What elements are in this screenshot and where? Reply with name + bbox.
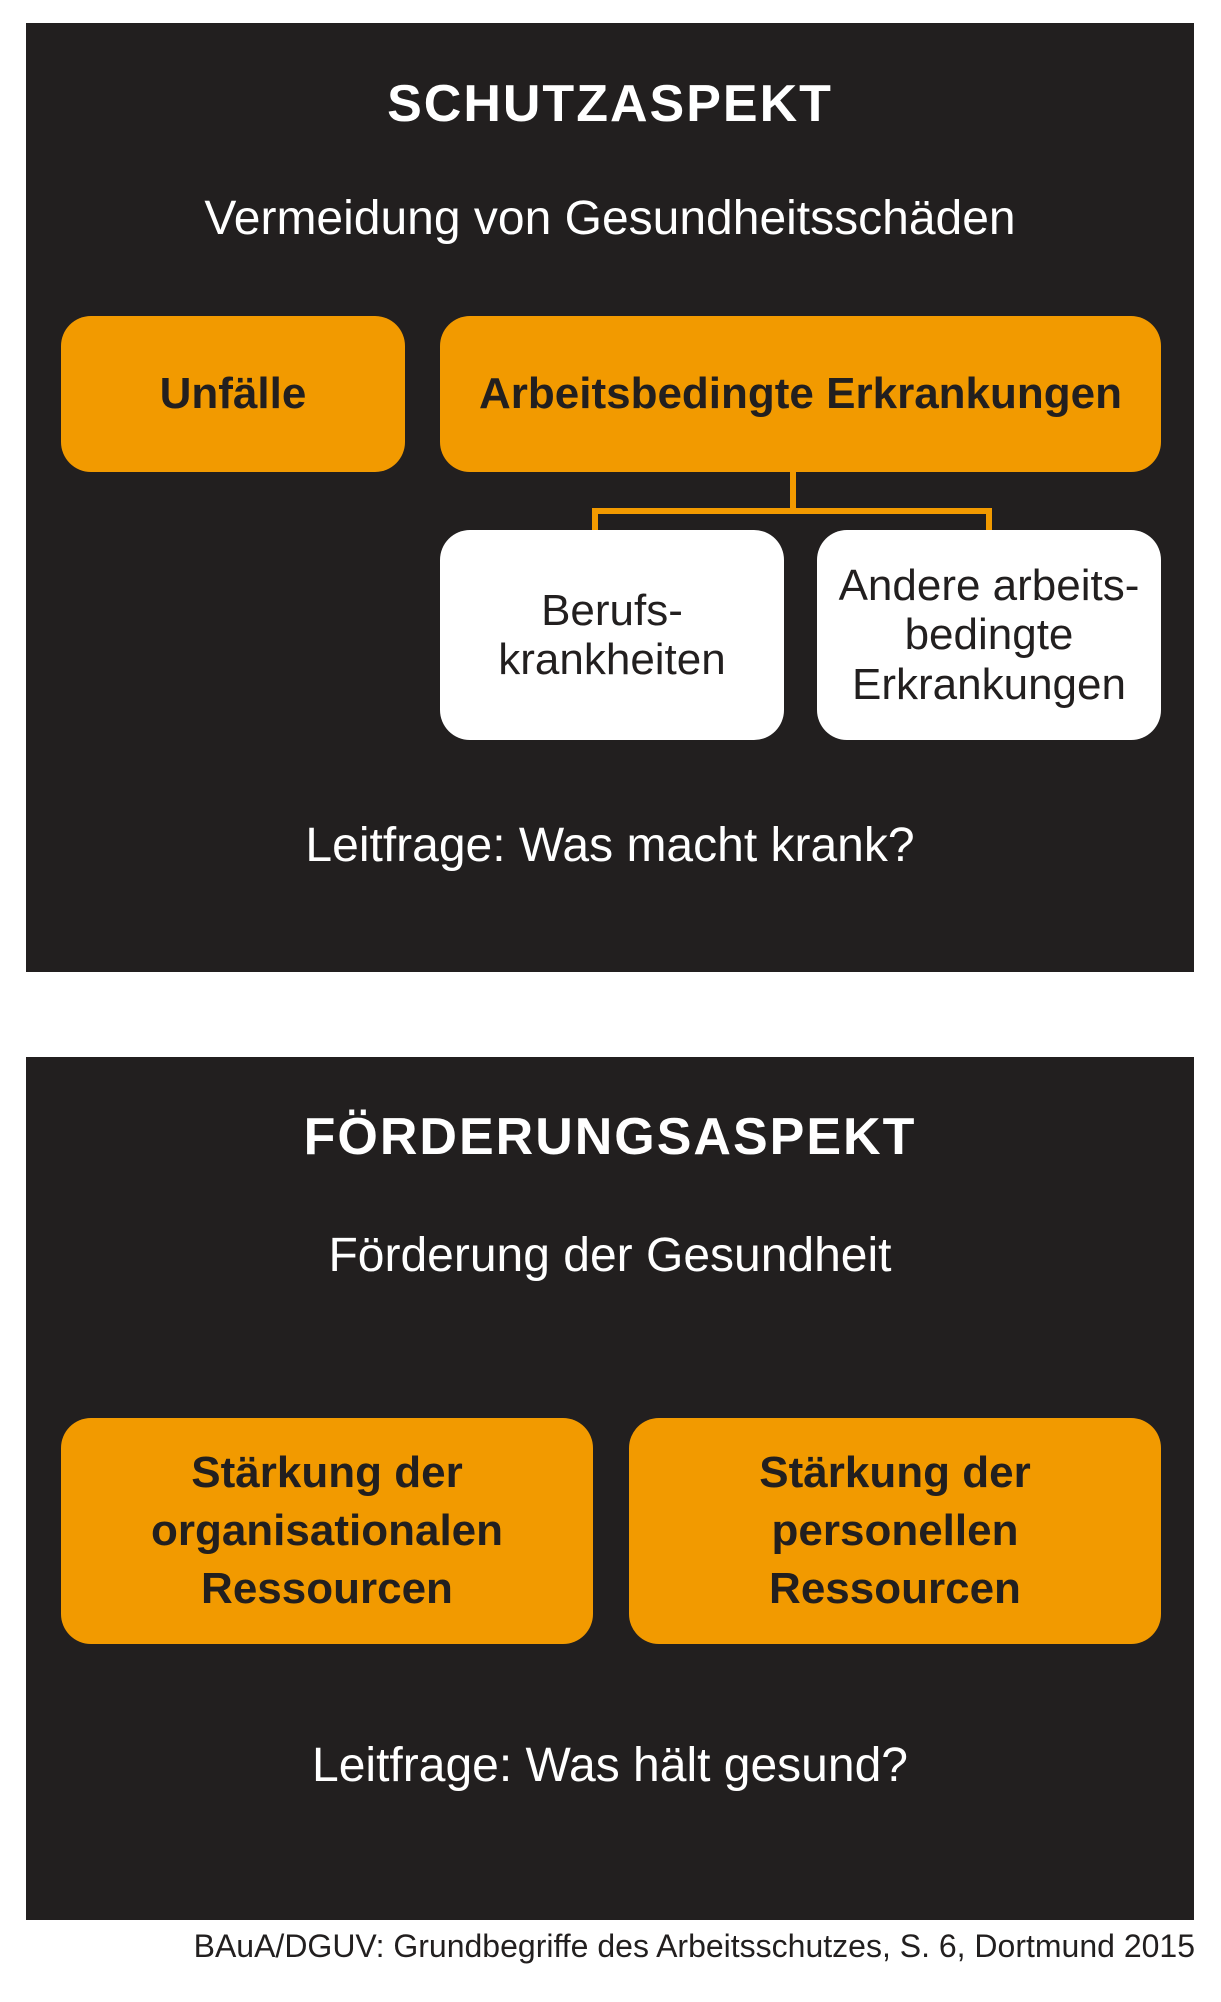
connector-left-drop bbox=[592, 508, 598, 530]
schutzaspekt-heading: SCHUTZASPEKT bbox=[387, 75, 833, 133]
berufskrankheiten-box: Berufs- krankheiten bbox=[440, 530, 784, 740]
foerderungsaspekt-heading: FÖRDERUNGSASPEKT bbox=[303, 1108, 917, 1166]
connector-bar bbox=[592, 508, 992, 514]
foerderungsaspekt-panel bbox=[26, 1057, 1194, 1920]
source-citation: BAuA/DGUV: Grundbegriffe des Arbeitsschutzes, S. 6, Dortmund 2015 bbox=[193, 1928, 1195, 1964]
foerderungsaspekt-leitfrage: Leitfrage: Was hält gesund? bbox=[312, 1739, 908, 1792]
schutzaspekt-leitfrage: Leitfrage: Was macht krank? bbox=[305, 819, 915, 872]
andere-arbeitsbedingte-erkrankungen-box: Andere arbeits- bedingte Erkrankungen bbox=[817, 530, 1161, 740]
foerderungsaspekt-subheading: Förderung der Gesundheit bbox=[328, 1229, 892, 1282]
organisationale-ressourcen-box: Stärkung der organisationalen Ressourcen bbox=[61, 1418, 593, 1644]
schutzaspekt-panel bbox=[26, 23, 1194, 972]
personelle-ressourcen-box: Stärkung der personellen Ressourcen bbox=[629, 1418, 1161, 1644]
schutzaspekt-subheading: Vermeidung von Gesundheitsschäden bbox=[204, 192, 1016, 245]
arbeitsbedingte-erkrankungen-box: Arbeitsbedingte Erkrankungen bbox=[440, 316, 1161, 472]
connector-right-drop bbox=[986, 508, 992, 530]
connector-stem bbox=[790, 472, 796, 510]
unfaelle-box: Unfälle bbox=[61, 316, 405, 472]
